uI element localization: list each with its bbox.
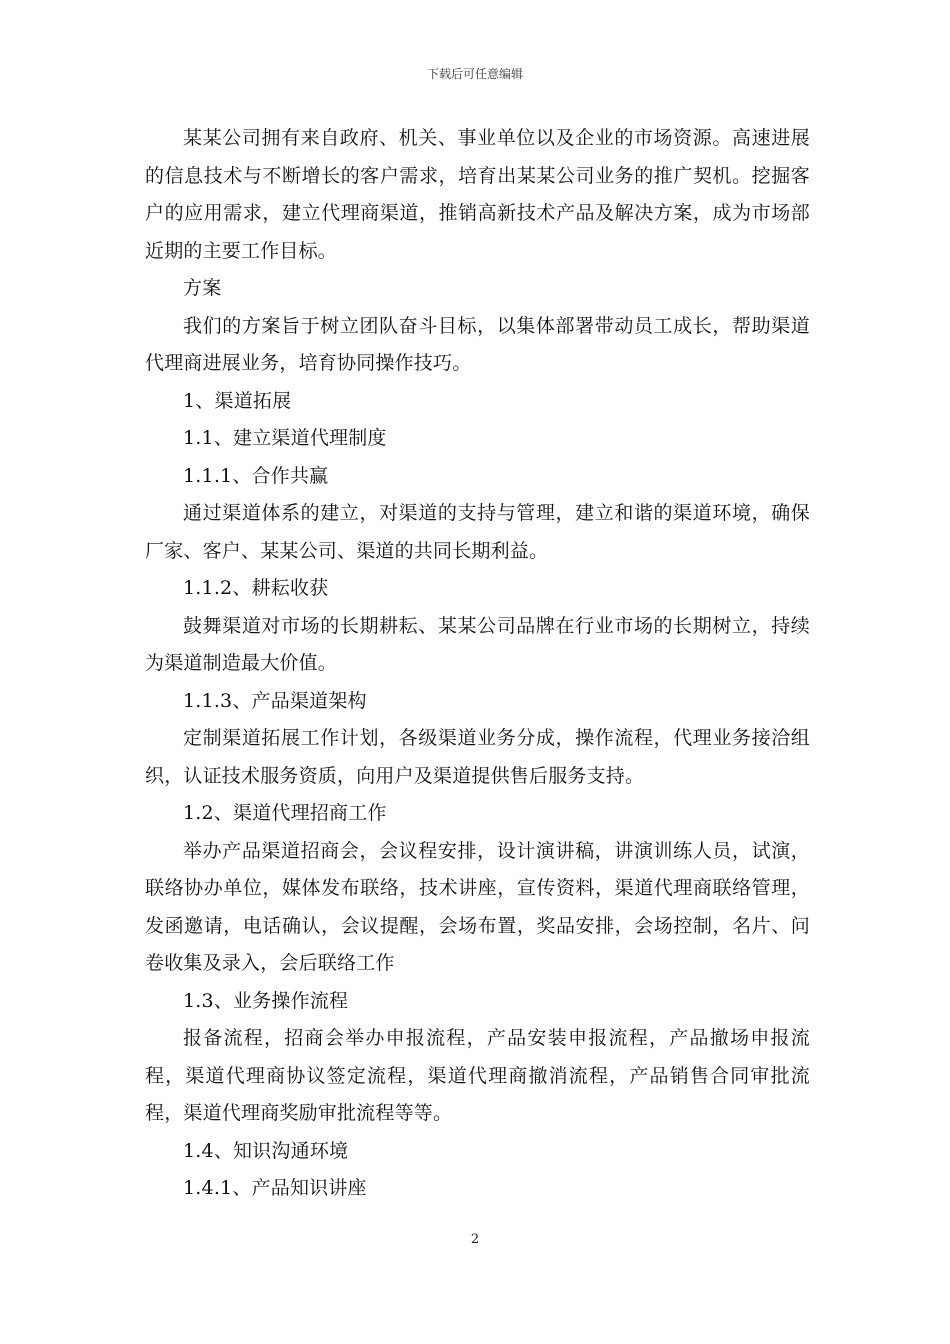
paragraph-plan: 我们的方案旨于树立团队奋斗目标，以集体部署带动员工成长，帮助渠道代理商进展业务，培育协同操作技巧。 [145, 314, 810, 374]
page-header: 下载后可任意编辑 [426, 67, 523, 81]
heading-plan: 方案 [183, 277, 222, 299]
heading-1-1: 1.1、建立渠道代理制度 [183, 427, 387, 449]
paragraph-1-1-3: 定制渠道拓展工作计划，各级渠道业务分成，操作流程，代理业务接洽组织，认证技术服务资质，向用户及渠道提供售后服务支持。 [145, 727, 810, 787]
paragraph-intro: 某某公司拥有来自政府、机关、事业单位以及企业的市场资源。高速进展的信息技术与不断增长的客户需求，培育出某某公司业务的推广契机。挖掘客户的应用需求，建立代理商渠道，推销高新技术产品及解决方案，成为市场部近期的主要工作目标。 [145, 127, 810, 262]
paragraph-1-2: 举办产品渠道招商会，会议程安排，设计演讲稿，讲演训练人员，试演，联络协办单位，媒体发布联络，技术讲座，宣传资料，渠道代理商联络管理，发函邀请，电话确认，会议提醒，会场布置，奖品安排，会场控制，名片、问卷收集及录入，会后联络工作 [145, 839, 810, 974]
document-body [145, 120, 810, 1208]
heading-1-4: 1.4、知识沟通环境 [183, 1139, 349, 1162]
heading-1-3: 1.3、业务操作流程 [183, 989, 349, 1012]
heading-1-2: 1.2、渠道代理招商工作 [183, 802, 387, 824]
page-number: 2 [470, 1232, 480, 1247]
heading-1-1-2: 1.1.2、耕耘收获 [183, 577, 329, 599]
heading-1-1-1: 1.1.1、合作共赢 [183, 464, 329, 487]
paragraph-1-1-2: 鼓舞渠道对市场的长期耕耘、某某公司品牌在行业市场的长期树立，持续为渠道制造最大价值。 [145, 614, 810, 674]
heading-1-4-1: 1.4.1、产品知识讲座 [183, 1177, 367, 1199]
heading-1-1-3: 1.1.3、产品渠道架构 [183, 689, 367, 712]
heading-1: 1、渠道拓展 [183, 389, 292, 412]
paragraph-1-3: 报备流程，招商会举办申报流程，产品安装申报流程，产品撤场申报流程，渠道代理商协议签定流程，渠道代理商撤消流程，产品销售合同审批流程，渠道代理商奖励审批流程等等。 [145, 1027, 810, 1124]
paragraph-1-1-1: 通过渠道体系的建立，对渠道的支持与管理，建立和谐的渠道环境，确保厂家、客户、某某公司、渠道的共同长期利益。 [145, 502, 810, 562]
